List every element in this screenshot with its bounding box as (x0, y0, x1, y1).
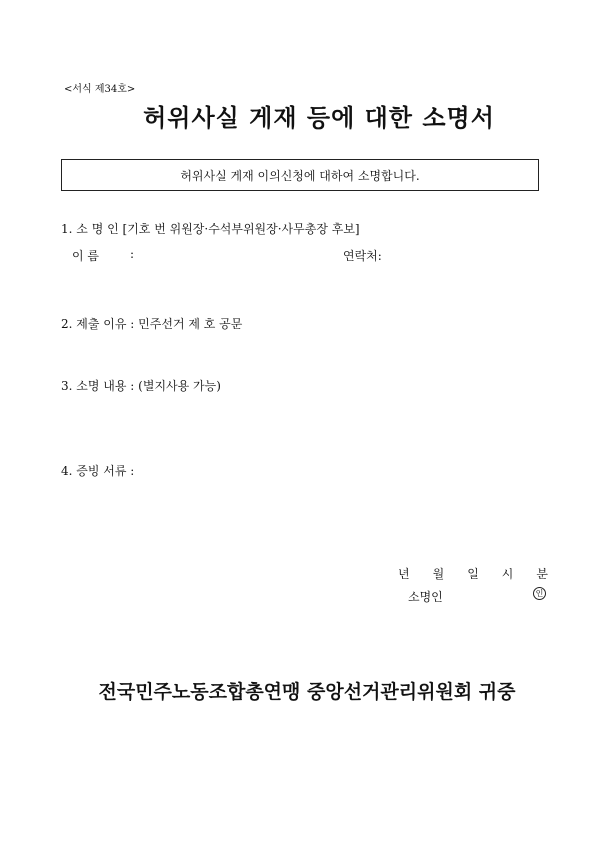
section-explanation (61, 377, 221, 394)
section-colon: : (130, 317, 135, 331)
section-label: 소 명 인 (76, 222, 119, 236)
section-colon: : (130, 379, 135, 393)
section-evidence (61, 462, 134, 479)
section-detail: [기호 번 위원장·수석부위원장·사무총장 후보] (122, 222, 360, 236)
section-number: 1. (61, 222, 73, 236)
section-applicant (61, 220, 360, 237)
section-reason (61, 315, 242, 332)
section-number: 4. (61, 464, 73, 478)
section-detail: (별지사용 가능) (138, 379, 221, 393)
notice-box (61, 159, 539, 191)
section-detail: 민주선거 제 호 공문 (138, 317, 243, 331)
seal-mark-icon: 인 (533, 587, 546, 600)
notice-text: 허위사실 게재 이의신청에 대하여 소명합니다. (180, 168, 420, 183)
date-unit-hour: 시 (501, 567, 514, 581)
section-label: 소명 내용 (76, 379, 127, 393)
addressee: 전국민주노동조합총연맹 중앙선거관리위원회 귀중 (98, 681, 516, 703)
date-unit-month: 월 (432, 567, 445, 581)
name-field[interactable]: : (130, 247, 135, 261)
document-title: 허위사실 게재 등에 대한 소명서 (143, 104, 495, 132)
date-unit-year: 년 (398, 567, 410, 581)
form-number: <서식 제34호> (64, 84, 136, 95)
name-label: 이 름 (72, 249, 99, 263)
date-unit-day: 일 (467, 567, 479, 581)
section-number: 2. (61, 317, 73, 331)
date-unit-minute: 분 (536, 567, 548, 581)
contact-field[interactable]: 연락처: (343, 249, 382, 263)
section-label: 증빙 서류 (76, 464, 127, 478)
section-colon: : (130, 464, 135, 478)
section-number: 3. (61, 379, 73, 393)
section-label: 제출 이유 (76, 317, 127, 331)
signer-label: 소명인 (408, 590, 443, 604)
date-line (398, 565, 548, 582)
